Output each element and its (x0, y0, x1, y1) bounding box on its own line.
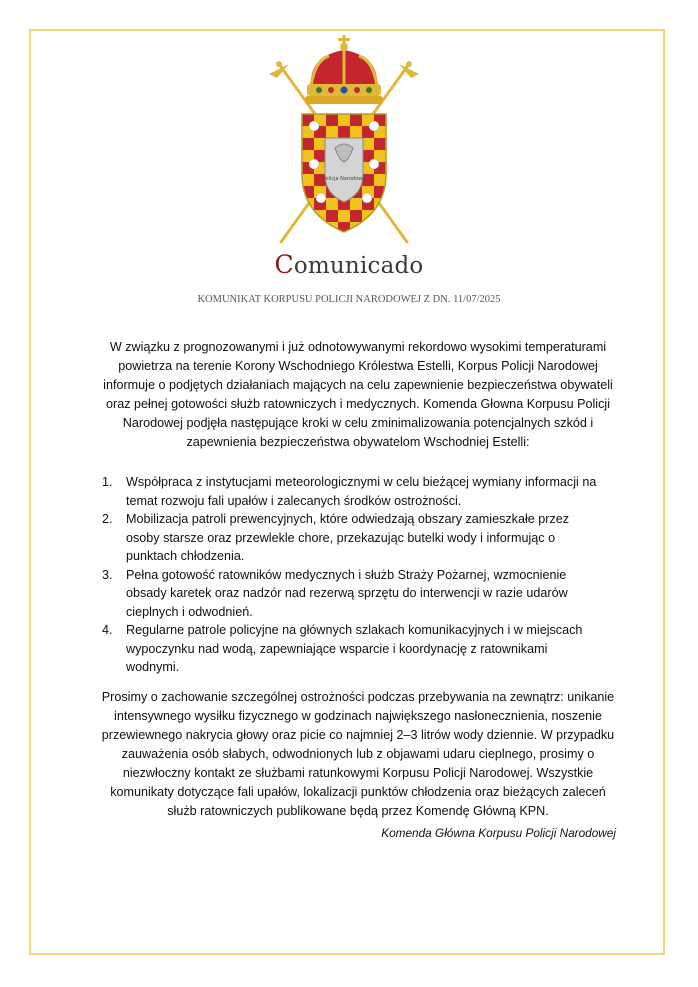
shield-icon (302, 112, 386, 234)
list-item-text: Pełna gotowość ratowników medycznych i służb Straży Pożarnej, wzmocnienie obsady karetek oraz nadzór nad rezerwą sprzętu do interwencji w razie udarów cieplnych i odwodnień. (126, 567, 568, 619)
shield-motto: Policja Narodowa (322, 176, 366, 182)
list-item (102, 621, 602, 677)
closing-paragraph: Prosimy o zachowanie szczególnej ostrożności podczas przebywania na zewnątrz: unikanie intensywnego wysiłku fizycznego w godzinach największego nasłonecznienia, noszenie przewiewnego nakrycia głowy oraz picie co najmniej 2–3 litrów wody dziennie. W przypadku zauważenia osób słabych, odwodnionych lub z objawami udaru cieplnego, prosimy o niezwłoczny kontakt ze służbami ratunkowymi Korpusu Policji Narodowej. Wszystkie komunikaty dotyczące fali upałów, lokalizacji punktów chłodzenia oraz bieżących zaleceń służb ratowniczych publikowane będą przez Komendę Główną KPN. (101, 690, 615, 818)
list-item-number: 3. (102, 567, 113, 582)
list-item (102, 566, 602, 622)
coat-of-arms-emblem (259, 34, 429, 250)
list-item-number: 1. (102, 475, 113, 489)
list-item (102, 510, 602, 566)
list-item-number: 4. (102, 623, 113, 637)
list-item-number: 2. (102, 512, 113, 526)
title-initial: C (274, 250, 294, 279)
signature: Komenda Główna Korpusu Policji Narodowej (381, 826, 616, 840)
crown-icon (305, 35, 383, 104)
intro-paragraph: W związku z prognozowanymi i już odnotowywanymi rekordowo wysokimi temperaturami powietrza na terenie Korony Wschodniego Królestwa Estelli, Korpus Policji Narodowej informuje o podjętych działaniach mających na celu zapewnienie bezpieczeństwa obywateli oraz pełnej gotowości służb ratowniczych i medycznych. Komenda Głowna Korpusu Policji Narodowej podjęła następujące kroki w celu zminimalizowania potencjalnych szkód i zapewnienia bezpieczeństwa obywatelom Wschodniej Estelli: (103, 340, 613, 449)
page-subtitle: KOMUNIKAT KORPUSU POLICJI NARODOWEJ Z DN. 11/07/2025 (197, 294, 501, 305)
action-list (102, 473, 602, 677)
list-item-text: Mobilizacja patroli prewencyjnych, które odwiedzają obszary zamieszkałe przez osoby starsze oraz przewlekle chore, przekazując butelki wody i informując o punktach chłodzenia. (126, 512, 570, 563)
list-item (102, 473, 602, 510)
list-item-text: Regularne patrole policyjne na głównych szlakach komunikacyjnych i w miejscach wypoczynku nad wodą, zapewniające wsparcie i koordynację z ratownikami wodnymi. (126, 623, 583, 674)
list-item-text: Współpraca z instytucjami meteorologicznymi w celu bieżącej wymiany informacji na temat rozwoju fali upałów i zalecanych środków ostrożności. (126, 475, 597, 508)
title-rest: omunicado (293, 253, 424, 279)
page-title (0, 250, 698, 279)
